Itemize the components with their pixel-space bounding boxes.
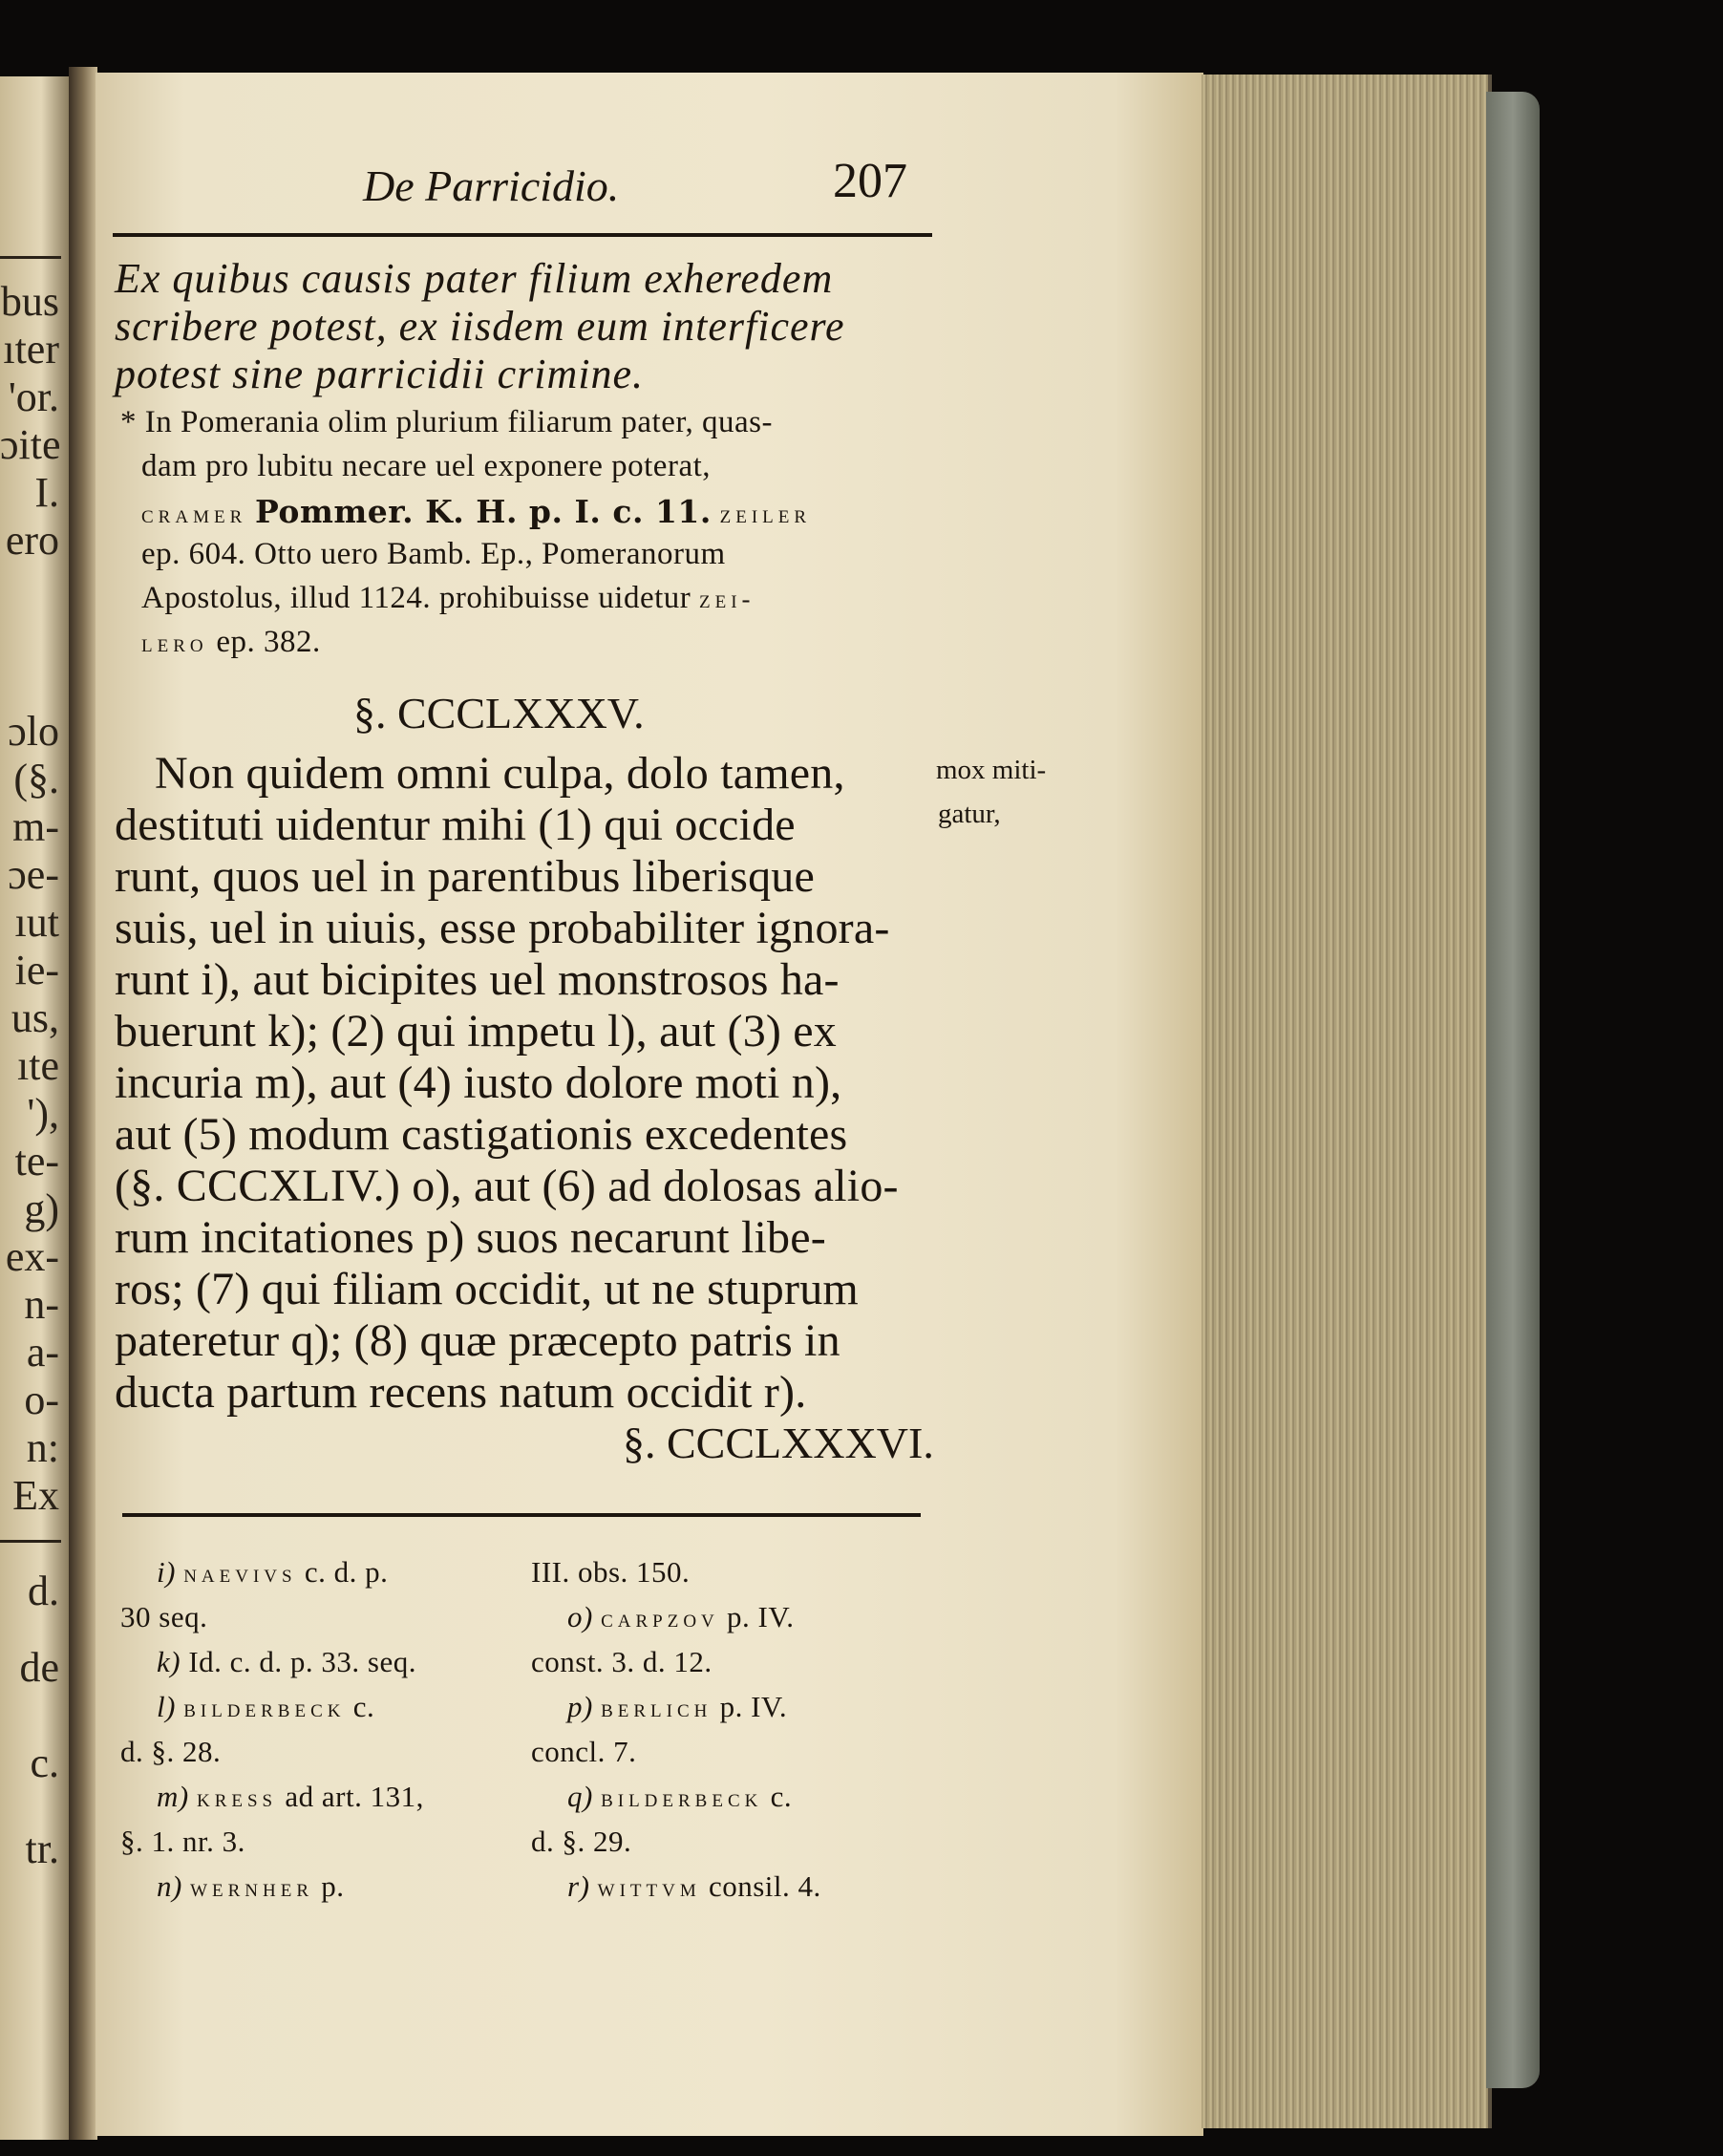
rubric-line: Ex quibus causis pater filium exheredem <box>115 255 834 302</box>
note-line: dam pro lubitu necare uel exponere poterat, <box>141 449 712 483</box>
footnote-text: consil. 4. <box>708 1869 821 1903</box>
left-page-fragment-line: us, <box>11 994 59 1041</box>
book-cover <box>1486 92 1540 2088</box>
footnote-text: d. §. 29. <box>531 1825 632 1858</box>
footnote-line <box>157 1690 374 1724</box>
body-line: rum incitationes p) suos necarunt libe- <box>115 1212 826 1263</box>
footnote-mark: m) <box>157 1780 189 1813</box>
left-page-fragment-line: te- <box>14 1138 59 1185</box>
left-page-rule <box>0 256 61 259</box>
body-line: runt, quos uel in parentibus liberisque <box>115 851 816 902</box>
left-page-fragment-line: o- <box>24 1377 59 1423</box>
left-page-fragment-line: 'or. <box>8 374 59 420</box>
footnote-rule <box>122 1513 921 1517</box>
left-page-rule-lower <box>0 1540 61 1543</box>
footnote-line <box>531 1825 631 1859</box>
footnote-text: c. <box>770 1780 793 1813</box>
footnote-text: ad art. 131, <box>285 1780 424 1813</box>
footnote-mark: q) <box>567 1780 593 1813</box>
header-rule <box>113 233 932 237</box>
left-page-fragment-line: ex- <box>5 1233 59 1280</box>
section-heading: §. CCCLXXXV. <box>353 689 645 737</box>
body-line: pateretur q); (8) quæ præcepto patris in <box>115 1315 840 1366</box>
footnote-line <box>157 1645 416 1679</box>
footnote-mark: r) <box>567 1869 590 1903</box>
footnote-text: d. §. 28. <box>120 1735 222 1768</box>
footnote-line <box>120 1735 221 1769</box>
left-page-fragment-line: m- <box>12 803 59 850</box>
left-page-fragment-line: bus <box>0 278 59 325</box>
note-author: cramer <box>141 500 247 528</box>
left-page-fragment-line: ɔlo <box>8 708 59 755</box>
body-line: ros; (7) qui filiam occidit, ut ne stuprum <box>115 1264 859 1314</box>
running-title: De Parricidio. <box>363 161 620 210</box>
footnote-mark: k) <box>157 1645 181 1678</box>
body-line: Non quidem omni culpa, dolo tamen, <box>155 748 845 799</box>
footnote-author: naevivs <box>183 1559 297 1588</box>
footnote-mark: p) <box>567 1690 593 1723</box>
footnote-line <box>157 1869 345 1904</box>
footnote-author: carpzov <box>601 1604 719 1633</box>
left-page-fragment-line: ɔe- <box>8 851 59 898</box>
footnote-mark: n) <box>157 1869 182 1903</box>
note-author: zei- <box>699 585 755 613</box>
left-page-fragment-line: tr. <box>25 1825 59 1872</box>
body-line: buerunt k); (2) qui impetu l), aut (3) ex <box>115 1006 837 1057</box>
footnote-author: kress <box>196 1783 278 1812</box>
rubric-line: potest sine parricidii crimine. <box>115 351 645 397</box>
body-line: destituti uidentur mihi (1) qui occide <box>115 800 796 850</box>
left-page-fragment-line: de <box>19 1644 59 1691</box>
footnote-text: concl. 7. <box>531 1735 637 1768</box>
note-citation: Pommer. K. H. p. I. c. 11. <box>255 493 712 530</box>
body-line: incuria m), aut (4) iusto dolore moti n), <box>115 1057 842 1108</box>
body-line: (§. CCCXLIV.) o), aut (6) ad dolosas alio- <box>115 1161 899 1211</box>
footnote-text: c. <box>352 1690 375 1723</box>
section-heading-next: §. CCCLXXXVI. <box>623 1419 934 1467</box>
left-page-fragment-line: g) <box>24 1185 59 1232</box>
footnote-author: bilderbeck <box>183 1694 346 1722</box>
note-line <box>141 581 755 616</box>
footnote-author: wernher <box>190 1873 314 1902</box>
footnote-text: p. IV. <box>719 1690 788 1723</box>
footnote-mark: l) <box>157 1690 176 1723</box>
footnote-text: p. IV. <box>727 1600 795 1633</box>
left-page-fragment-line: ıter <box>3 326 59 373</box>
footnote-text: p. <box>321 1869 345 1903</box>
left-page-fragment-line: ıte <box>17 1042 59 1089</box>
footnote-line <box>120 1600 207 1634</box>
book-gutter <box>69 67 97 2140</box>
left-page-fragment-line: a- <box>26 1329 59 1376</box>
footnote-line <box>157 1555 388 1590</box>
note-author: lero <box>141 629 208 657</box>
footnote-mark: o) <box>567 1600 593 1633</box>
footnote-line <box>120 1825 245 1859</box>
footnote-author: berlich <box>601 1694 713 1722</box>
body-line: aut (5) modum castigationis excedentes <box>115 1109 848 1160</box>
footnote-text: const. 3. d. 12. <box>531 1645 713 1678</box>
left-page-fragment-line: ie- <box>14 947 59 993</box>
footnote-text: §. 1. nr. 3. <box>120 1825 245 1858</box>
footnote-text: III. obs. 150. <box>531 1555 691 1589</box>
footnote-line <box>531 1735 636 1769</box>
page-edges <box>1202 75 1492 2128</box>
note-line <box>141 493 811 531</box>
left-page-fragment-line: d. <box>28 1568 59 1614</box>
footnote-text: c. d. p. <box>304 1555 389 1589</box>
margin-note-line: gatur, <box>938 799 1001 829</box>
body-line: suis, uel in uiuis, esse probabiliter ignora- <box>115 903 890 953</box>
left-page-fragment-line: I. <box>34 469 59 516</box>
footnote-text: 30 seq. <box>120 1600 208 1633</box>
footnote-line <box>531 1555 690 1590</box>
left-page-fragment-line: ero <box>5 517 59 564</box>
left-page-fragment-line: ıut <box>14 899 59 946</box>
rubric-line: scribere potest, ex iisdem eum interficere <box>115 303 845 350</box>
left-page-fragment-line: ɔite <box>0 421 61 468</box>
left-page-fragment-line: Ex <box>12 1472 59 1519</box>
body-line: ducta partum recens natum occidit r). <box>115 1367 807 1418</box>
footnote-author: bilderbeck <box>601 1783 763 1812</box>
body-line: runt i), aut bicipites uel monstrosos ha- <box>115 954 840 1005</box>
footnote-text: Id. c. d. p. 33. seq. <box>188 1645 416 1678</box>
left-page-fragment-line: c. <box>30 1740 59 1786</box>
footnote-mark: i) <box>157 1555 176 1589</box>
footnote-line <box>157 1780 424 1814</box>
page-number: 207 <box>833 154 907 208</box>
footnote-line <box>567 1600 794 1634</box>
footnote-line <box>567 1690 787 1724</box>
left-page-fragment-line: (§. <box>13 756 59 802</box>
footnote-line <box>567 1780 792 1814</box>
left-page-fragment-line: n- <box>24 1281 59 1328</box>
left-page-fragment-line: n: <box>26 1424 59 1471</box>
note-text: Apostolus, illud 1124. prohibuisse uidetur <box>141 581 691 615</box>
note-text: ep. 382. <box>216 625 321 659</box>
footnote-line <box>531 1645 713 1679</box>
note-line <box>141 625 321 660</box>
left-page-fragment-line: '), <box>27 1090 59 1137</box>
footnote-line <box>567 1869 821 1904</box>
note-line: ep. 604. Otto uero Bamb. Ep., Pomeranorum <box>141 537 726 571</box>
footnote-author: wittvm <box>597 1873 701 1902</box>
note-author: zeiler <box>719 500 812 528</box>
note-line: * In Pomerania olim plurium filiarum pater, quas- <box>120 405 774 439</box>
margin-note-line: mox miti- <box>936 755 1047 785</box>
